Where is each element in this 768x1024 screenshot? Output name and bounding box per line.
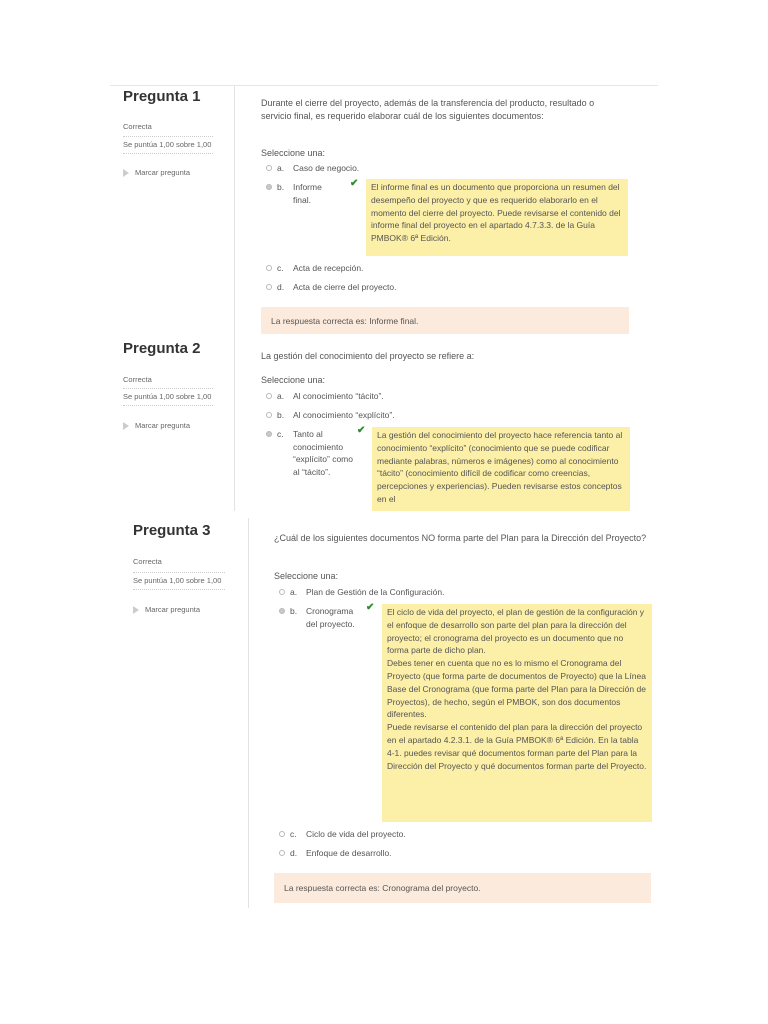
question-title: Pregunta 2 xyxy=(123,340,201,357)
feedback-box xyxy=(382,604,652,822)
radio-button[interactable] xyxy=(266,165,272,171)
question-state: Correcta xyxy=(123,375,152,384)
divider xyxy=(234,86,235,511)
option-text: Al conocimiento “tácito”. xyxy=(293,391,384,401)
option-text: Al conocimiento “explícito”. xyxy=(293,410,395,420)
option-a[interactable]: a. Plan de Gestión de la Configuración. xyxy=(279,586,444,599)
question-grade: Se puntúa 1,00 sobre 1,00 xyxy=(123,136,213,154)
option-text: Acta de recepción. xyxy=(293,263,364,273)
checkmark-icon: ✔ xyxy=(350,178,359,189)
option-d[interactable]: d. Enfoque de desarrollo. xyxy=(279,847,392,860)
checkmark-icon: ✔ xyxy=(357,425,366,436)
option-text: Informe final. xyxy=(293,182,322,205)
option-text: Plan de Gestión de la Configuración. xyxy=(306,587,445,597)
radio-button[interactable] xyxy=(279,850,285,856)
option-b[interactable]: b. Cronograma del proyecto. xyxy=(279,605,366,630)
option-b[interactable]: b. Informe final. xyxy=(266,181,356,206)
flag-icon xyxy=(133,606,139,614)
checkmark-icon: ✔ xyxy=(366,602,375,613)
option-a[interactable]: a. Al conocimiento “tácito”. xyxy=(266,390,384,403)
radio-button-selected[interactable] xyxy=(279,608,285,614)
question-text: Durante el cierre del proyecto, además de la transferencia del producto, resultado o servicio final, es requerido elaborar cuál de los siguientes documentos: xyxy=(261,98,595,121)
select-one-label: Seleccione una: xyxy=(261,375,326,385)
question-grade: Se puntúa 1,00 sobre 1,00 xyxy=(133,572,225,590)
divider xyxy=(248,518,249,908)
question-grade: Se puntúa 1,00 sobre 1,00 xyxy=(123,388,213,406)
option-text: Enfoque de desarrollo. xyxy=(306,848,392,858)
feedback-paragraph: El ciclo de vida del proyecto, el plan de gestión de la configuración y el enfoque de desarrollo son parte del plan para la dirección del proyecto; el cronograma del proyecto es un documento que no forma parte de dicho plan. xyxy=(387,607,645,656)
quiz-screenshot-1 xyxy=(110,85,658,511)
option-text: Ciclo de vida del proyecto. xyxy=(306,829,406,839)
radio-button[interactable] xyxy=(266,265,272,271)
option-b[interactable]: b. Al conocimiento “explícito”. xyxy=(266,409,395,422)
radio-button[interactable] xyxy=(266,412,272,418)
feedback-box: El informe final es un documento que proporciona un resumen del desempeño del proyecto y que es requerido elaborarlo en el momento del cierre del proyecto. Puede revisarse el contenido del informe final del proyecto en el apartado 4.7.3.3. de la Guía PMBOK® 6ª Edición. xyxy=(366,179,628,256)
option-text: Caso de negocio. xyxy=(293,163,360,173)
question-text: ¿Cuál de los siguientes documentos NO forma parte del Plan para la Dirección del Proyecto? xyxy=(274,533,647,543)
question-title: Pregunta 1 xyxy=(123,88,201,105)
question-title: Pregunta 3 xyxy=(133,522,211,539)
option-c[interactable]: c. Acta de recepción. xyxy=(266,262,363,275)
flag-icon xyxy=(123,169,129,177)
option-text: Acta de cierre del proyecto. xyxy=(293,282,397,292)
flag-icon xyxy=(123,422,129,430)
select-one-label: Seleccione una: xyxy=(261,148,326,158)
select-one-label: Seleccione una: xyxy=(274,571,339,581)
feedback-paragraph: Debes tener en cuenta que no es lo mismo el Cronograma del Proyecto (que forma parte de documentos de Proyecto) que la Línea Base del Cronograma (que forma parte del Plan para la Dirección de Proyectos), de hecho, según el PMBOK, son dos documentos diferentes. xyxy=(387,658,646,720)
flag-label: Marcar pregunta xyxy=(135,421,191,430)
flag-question-button[interactable] xyxy=(123,421,190,430)
question-state: Correcta xyxy=(123,122,152,131)
flag-question-button[interactable] xyxy=(133,605,200,614)
option-a[interactable]: a. Caso de negocio. xyxy=(266,162,359,175)
feedback-box: La gestión del conocimiento del proyecto hace referencia tanto al conocimiento “explícito” (conocimiento que se puede codificar mediante palabras, números e imágenes) como al conocimiento “tácito” (conocimiento difícil de codificar como creencias, percepciones y experiencias). Pueden revisarse estos conceptos en el xyxy=(372,427,630,511)
question-state: Correcta xyxy=(133,557,162,566)
quiz-screenshot-2 xyxy=(121,518,656,908)
option-c[interactable]: c. Ciclo de vida del proyecto. xyxy=(279,828,406,841)
option-text: Cronograma del proyecto. xyxy=(306,606,355,629)
flag-label: Marcar pregunta xyxy=(135,168,191,177)
option-c[interactable]: c. Tanto al conocimiento “explícito” como al “tácito”. xyxy=(266,428,361,478)
option-text: Tanto al conocimiento “explícito” como al “tácito”. xyxy=(293,429,353,477)
feedback-paragraph: Puede revisarse el contenido del plan para la dirección del proyecto en el apartado 4.2.3.1. de la Guía PMBOK® 6ª Edición. En la tabla 4-1. puedes revisar qué documentos forman parte del Plan para la Dirección del Proyecto y qué documentos forman parte del Proyecto. xyxy=(387,722,647,771)
radio-button-selected[interactable] xyxy=(266,431,272,437)
flag-question-button[interactable] xyxy=(123,168,190,177)
correct-answer-box: La respuesta correcta es: Cronograma del proyecto. xyxy=(274,873,651,903)
radio-button[interactable] xyxy=(266,393,272,399)
option-d[interactable]: d. Acta de cierre del proyecto. xyxy=(266,281,396,294)
radio-button-selected[interactable] xyxy=(266,184,272,190)
radio-button[interactable] xyxy=(279,589,285,595)
correct-answer-box: La respuesta correcta es: Informe final. xyxy=(261,307,629,334)
radio-button[interactable] xyxy=(266,284,272,290)
question-text: La gestión del conocimiento del proyecto se refiere a: xyxy=(261,351,475,361)
flag-label: Marcar pregunta xyxy=(145,605,201,614)
radio-button[interactable] xyxy=(279,831,285,837)
